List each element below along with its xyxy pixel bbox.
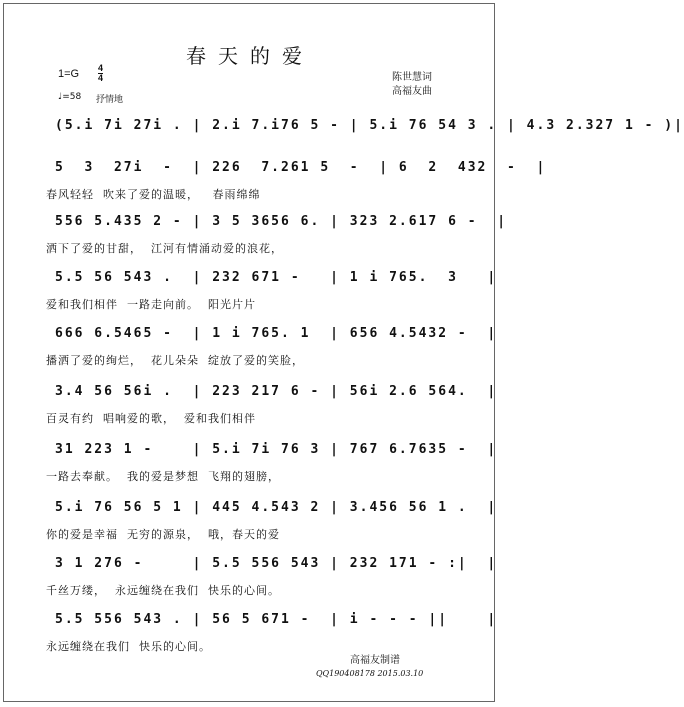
contact-date: QQ190408178 2015.03.10 (316, 669, 424, 678)
score-line-4-notes: 5.5 56 543 . | 232 671 - | 1 i 765. 3 | (55, 270, 498, 285)
score-line-1-notes: (5.i 7i 27i . | 2.i 7.i76 5 - | 5.i 76 54 3 . | 4.3 2.327 1 - )| (55, 118, 684, 133)
key-signature: 1=G (58, 68, 80, 80)
score-line-2-lyrics: 春风轻轻 吹来了爱的温暖， 春雨绵绵 (46, 188, 261, 201)
song-title: 春天的爱 (186, 44, 314, 68)
score-line-2-notes: 5 3 27i - | 226 7.261 5 - | 6 2 432 - | (55, 160, 547, 175)
time-signature-top: 4 (98, 63, 104, 73)
score-line-7-lyrics: 一路去奉献。 我的爱是梦想 飞翔的翅膀， (46, 470, 280, 483)
score-line-4-lyrics: 爱和我们相伴 一路走向前。 阳光片片 (46, 298, 256, 311)
score-line-9-notes: 3 1 276 - | 5.5 556 543 | 232 171 - :| | (55, 556, 498, 571)
lyricist-credit: 陈世慧词 (392, 72, 432, 83)
arranger-credit: 高福友制谱 (350, 655, 400, 666)
score-line-5-lyrics: 播洒了爱的绚烂， 花儿朵朵 绽放了爱的笑脸， (46, 354, 304, 367)
score-line-7-notes: 31 223 1 - | 5.i 7i 76 3 | 767 6.7635 - | (55, 442, 498, 457)
style-marking: 抒情地 (96, 95, 124, 105)
time-signature (98, 64, 103, 83)
score-line-8-notes: 5.i 76 56 5 1 | 445 4.543 2 | 3.456 56 1 . | (55, 500, 498, 515)
score-line-6-lyrics: 百灵有约 唱响爱的歌， 爱和我们相伴 (46, 412, 256, 425)
composer-credit: 高福友曲 (392, 86, 432, 97)
score-line-8-lyrics: 你的爱是幸福 无穷的源泉， 哦，春天的爱 (46, 528, 280, 541)
tempo-marking: ♩=58 (58, 92, 82, 102)
score-line-3-notes: 556 5.435 2 - | 3 5 3656 6. | 323 2.617 6 - | (55, 214, 508, 229)
score-line-3-lyrics: 洒下了爱的甘甜， 江河有情涌动爱的浪花， (46, 242, 283, 255)
score-line-5-notes: 666 6.5465 - | 1 i 765. 1 | 656 4.5432 - | (55, 326, 498, 341)
score-line-9-lyrics: 千丝万缕， 永远缠绕在我们 快乐的心间。 (46, 584, 280, 597)
time-signature-bottom: 4 (98, 73, 104, 83)
score-line-6-notes: 3.4 56 56i . | 223 217 6 - | 56i 2.6 564. | (55, 384, 498, 399)
score-line-10-notes: 5.5 556 543 . | 56 5 671 - | i - - - || | (55, 612, 498, 627)
score-line-10-lyrics: 永远缠绕在我们 快乐的心间。 (46, 640, 211, 653)
